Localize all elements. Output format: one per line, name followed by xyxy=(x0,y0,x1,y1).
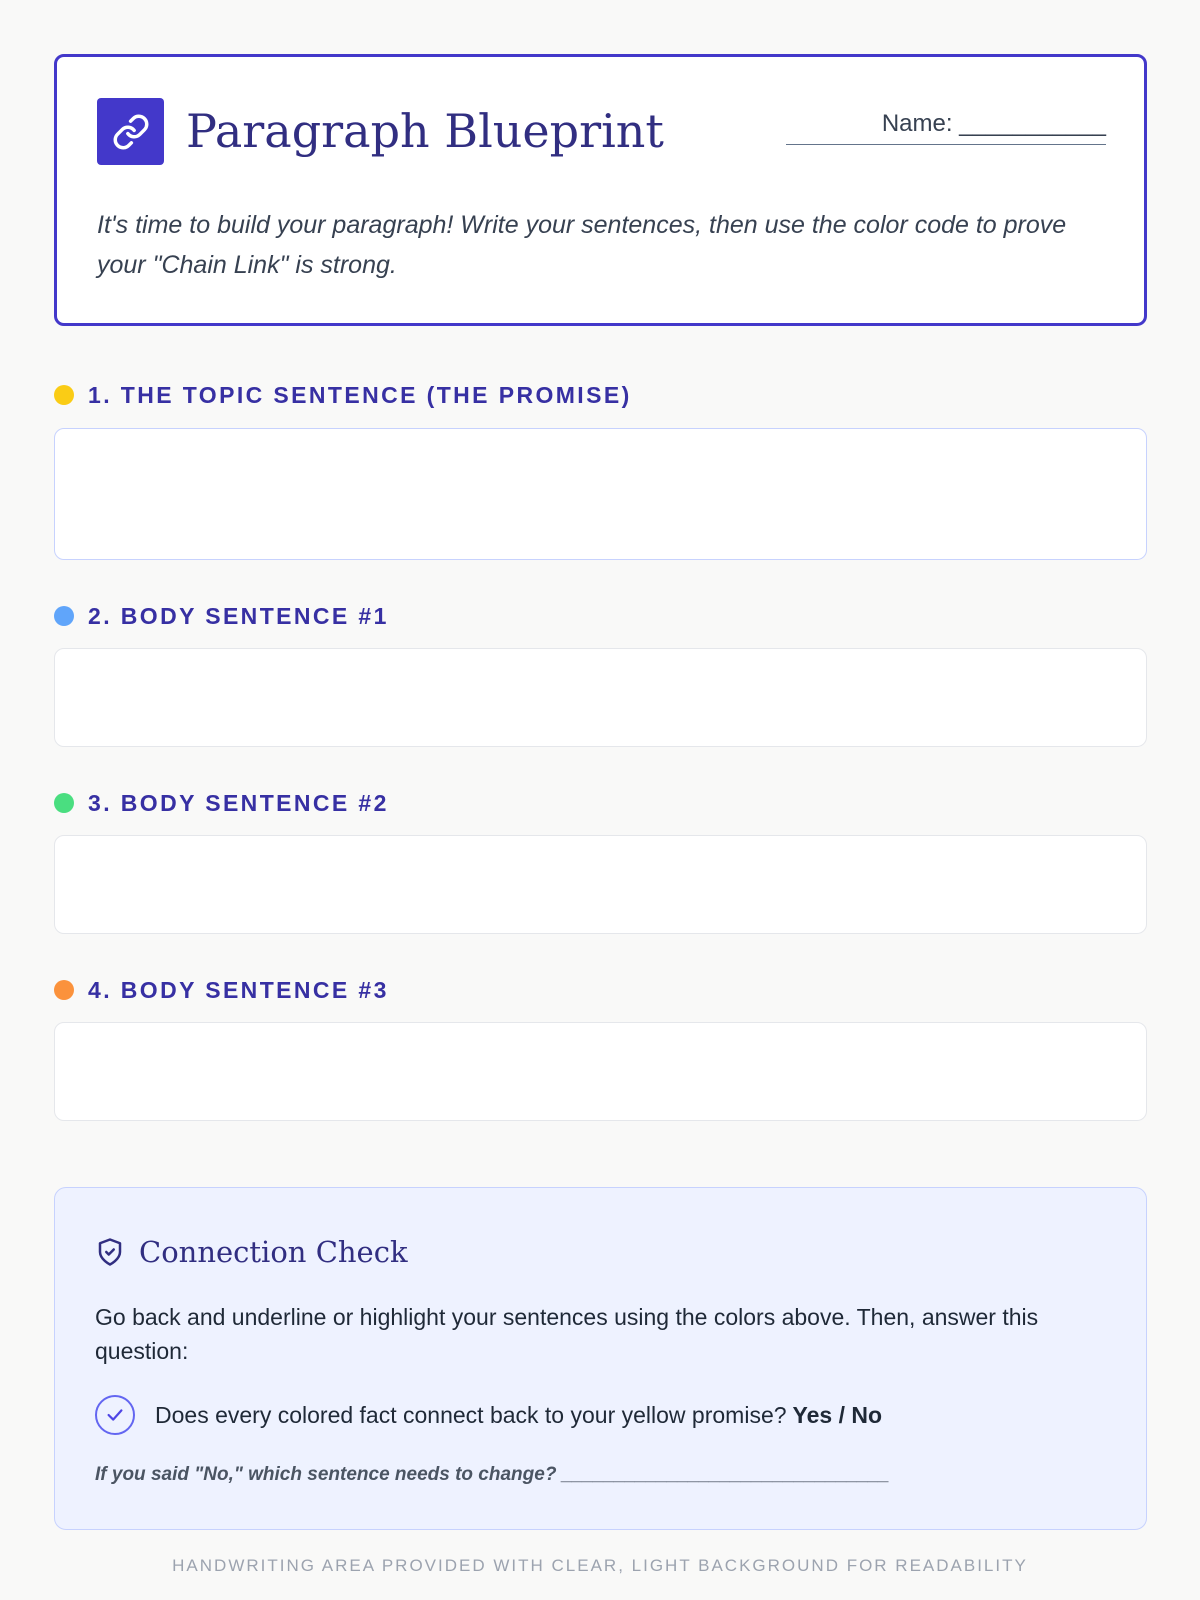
check-circle-icon[interactable] xyxy=(95,1395,135,1435)
intro-text: It's time to build your paragraph! Write your sentences, then use the color code to prove your "Chain Link" is strong. xyxy=(97,211,1067,279)
question-row xyxy=(95,1395,882,1435)
section-label-body-1 xyxy=(54,601,389,631)
connection-check-heading xyxy=(95,1232,408,1272)
topic-sentence-box[interactable] xyxy=(54,428,1147,560)
followup-question: If you said "No," which sentence needs to change? _______________________________ xyxy=(95,1464,890,1485)
chain-link-icon xyxy=(97,98,164,165)
connection-check-card xyxy=(54,1187,1147,1530)
header-card xyxy=(54,54,1147,326)
body-sentence-3-box[interactable] xyxy=(54,1022,1147,1121)
section-label-body-3 xyxy=(54,975,389,1005)
check-instructions: Go back and underline or highlight your sentences using the colors above. Then, answer this question: xyxy=(95,1304,1039,1364)
blue-dot-icon xyxy=(54,606,74,626)
body-sentence-2-box[interactable] xyxy=(54,835,1147,934)
shield-check-icon xyxy=(95,1237,125,1267)
question-text: Does every colored fact connect back to your yellow promise? xyxy=(155,1401,787,1428)
footer-note: HANDWRITING AREA PROVIDED WITH CLEAR, LIGHT BACKGROUND FOR READABILITY xyxy=(172,1556,1028,1575)
section-title: 1. THE TOPIC SENTENCE (THE PROMISE) xyxy=(88,381,632,408)
green-dot-icon xyxy=(54,793,74,813)
section-title: 3. BODY SENTENCE #2 xyxy=(88,789,389,816)
name-field[interactable]: Name: ___________ xyxy=(786,107,1106,145)
orange-dot-icon xyxy=(54,980,74,1000)
section-label-topic xyxy=(54,380,632,410)
check-title-text: Connection Check xyxy=(139,1235,408,1269)
section-label-body-2 xyxy=(54,788,389,818)
section-title: 2. BODY SENTENCE #1 xyxy=(88,602,389,629)
yes-no-options[interactable]: Yes / No xyxy=(792,1401,883,1428)
page-title: Paragraph Blueprint xyxy=(186,104,664,158)
body-sentence-1-box[interactable] xyxy=(54,648,1147,747)
yellow-dot-icon xyxy=(54,385,74,405)
section-title: 4. BODY SENTENCE #3 xyxy=(88,976,389,1003)
